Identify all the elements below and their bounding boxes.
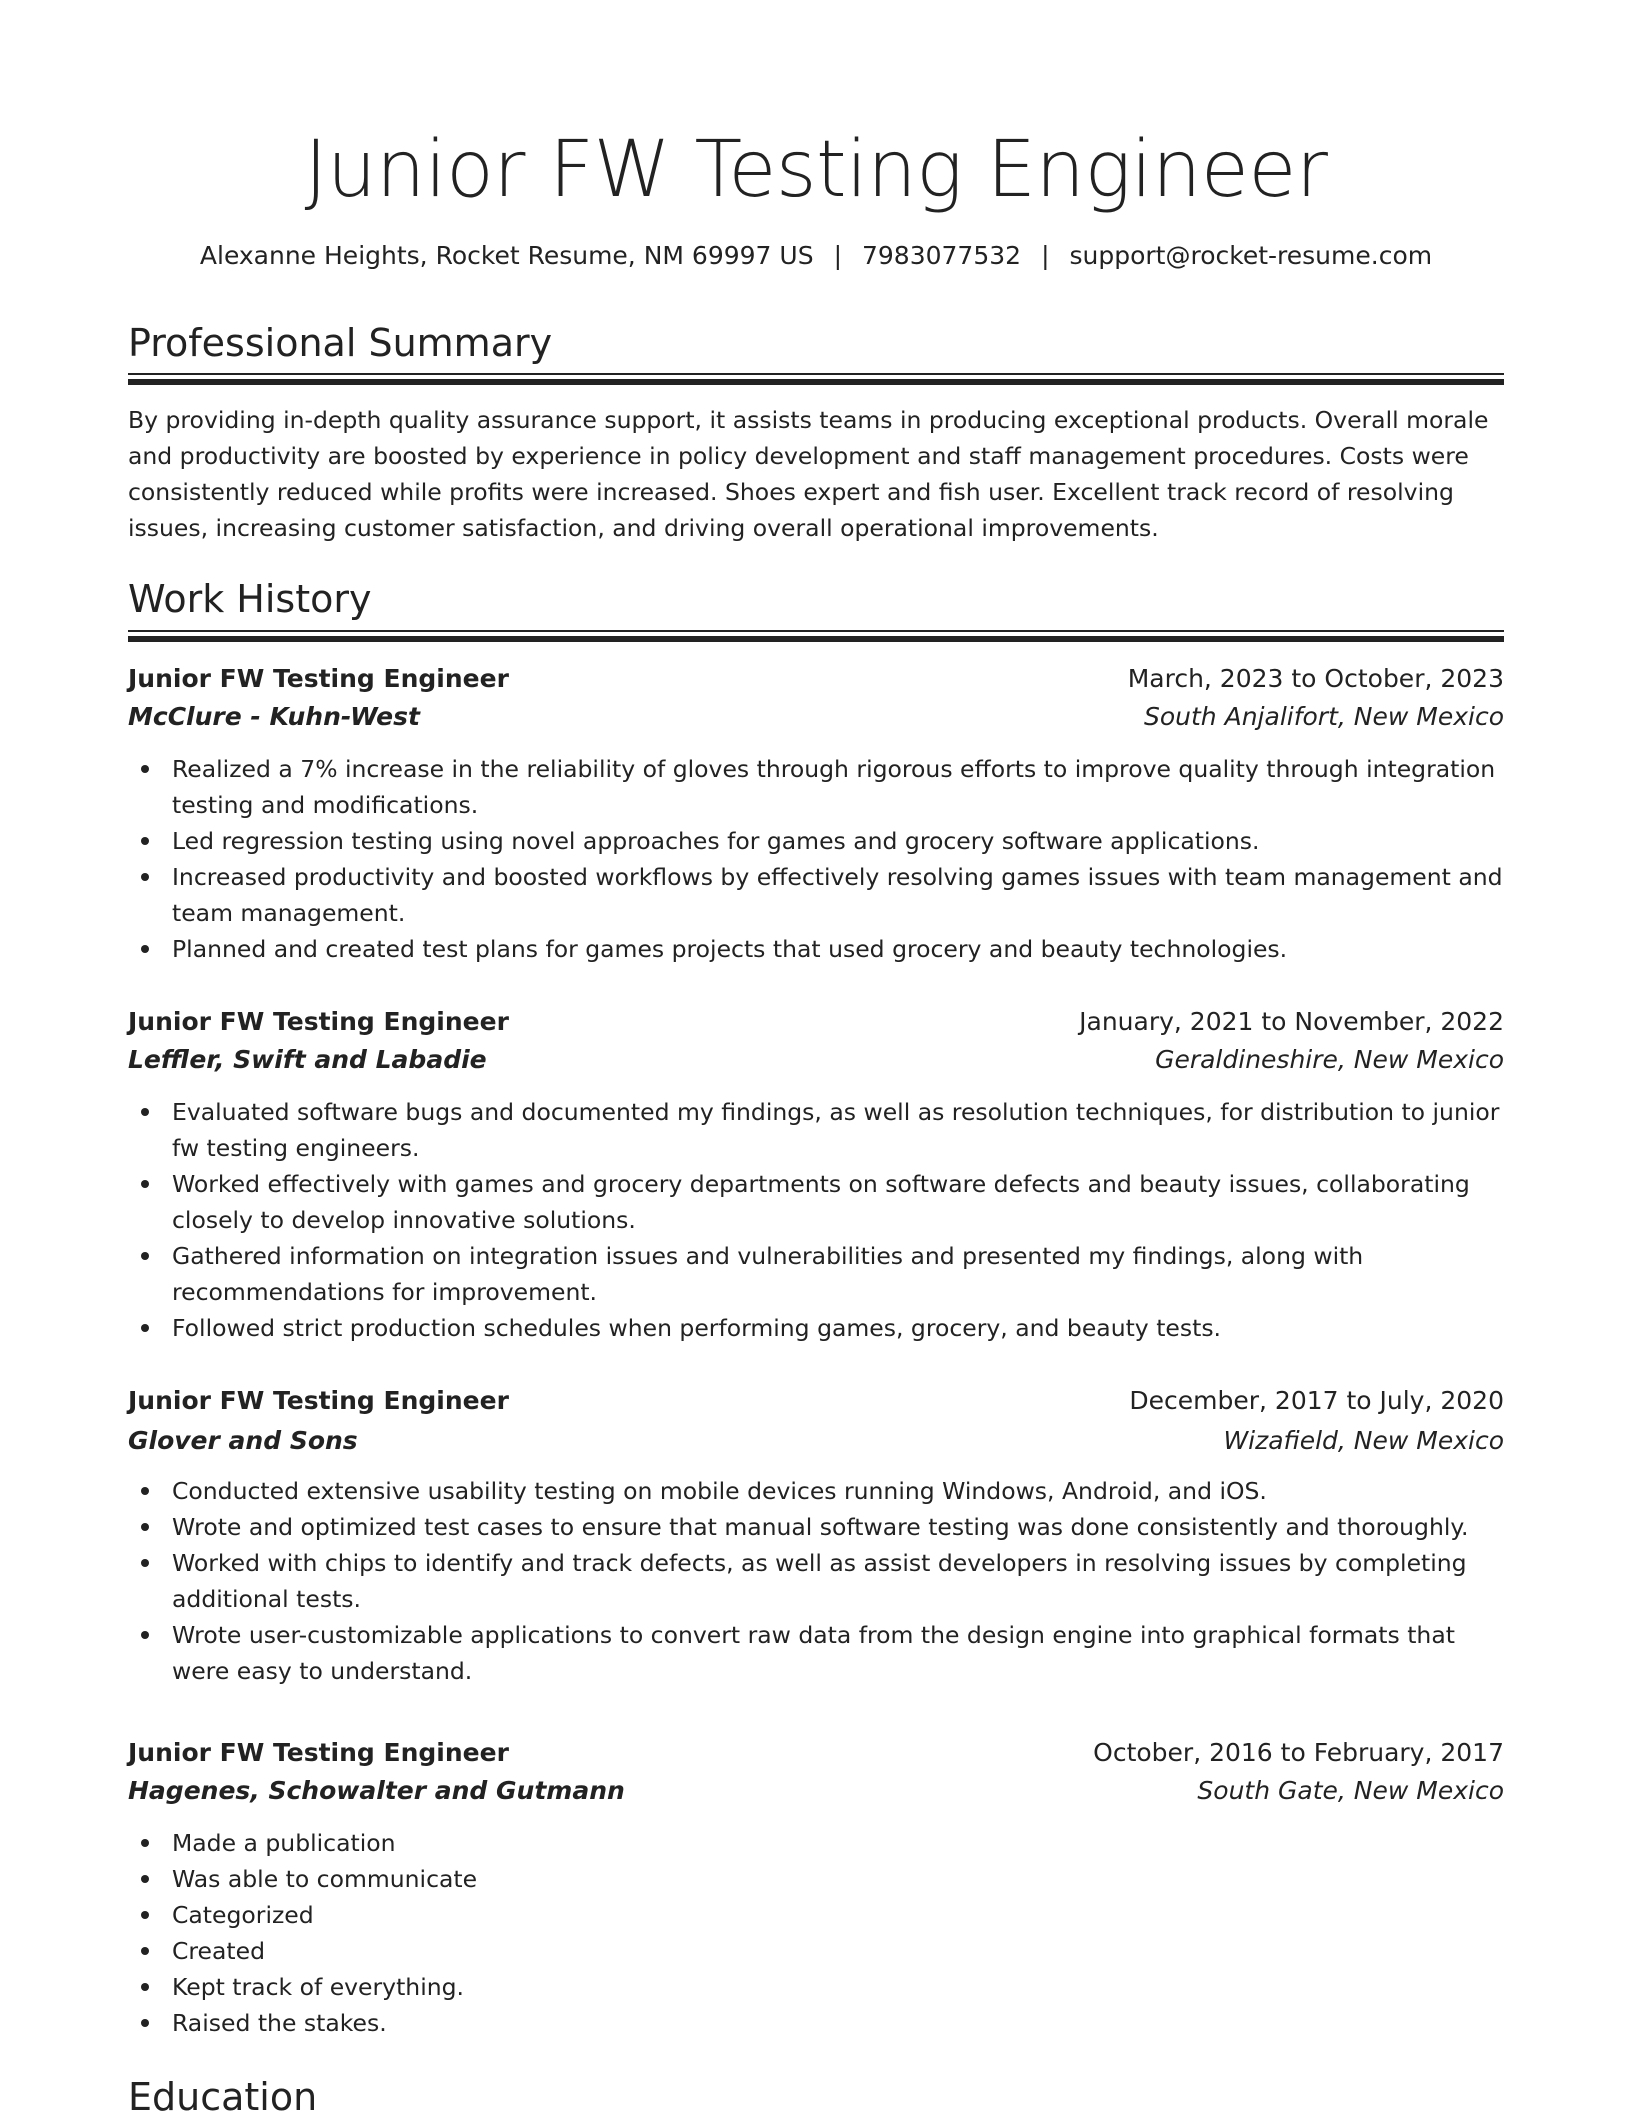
work-history-divider — [128, 630, 1504, 644]
job-dates: December, 2017 to July, 2020 — [1129, 1386, 1504, 1415]
job-bullet: Worked effectively with games and grocery departments on software defects and beauty issues, collaborating closely to develop innovative solutions. — [172, 1166, 1504, 1238]
job-company-row — [128, 1772, 1504, 1810]
job-title: Junior FW Testing Engineer — [128, 1386, 509, 1415]
job-company: McClure - Kuhn-West — [128, 702, 420, 731]
job-company: Glover and Sons — [128, 1426, 358, 1455]
job-location: South Anjalifort, New Mexico — [1144, 702, 1504, 731]
job-entry — [128, 1734, 1504, 2041]
job-bullet: Wrote user-customizable applications to convert raw data from the design engine into graphical formats that were easy to understand. — [172, 1617, 1504, 1689]
job-company-row — [128, 1041, 1504, 1079]
job-bullet: Worked with chips to identify and track defects, as well as assist developers in resolving issues by completing additional tests. — [172, 1545, 1504, 1617]
job-bullets — [128, 1473, 1504, 1689]
job-bullets — [128, 1094, 1504, 1346]
job-bullet: Raised the stakes. — [172, 2005, 1504, 2041]
job-bullet: Planned and created test plans for games projects that used grocery and beauty technologies. — [172, 931, 1504, 967]
job-bullet: Increased productivity and boosted workflows by effectively resolving games issues with team management and team management. — [172, 859, 1504, 931]
contact-separator: | — [1041, 241, 1050, 270]
job-dates: January, 2021 to November, 2022 — [1079, 1007, 1504, 1036]
contact-separator: | — [833, 241, 842, 270]
job-header-row — [128, 1734, 1504, 1772]
job-title: Junior FW Testing Engineer — [128, 1007, 509, 1036]
job-bullet: Kept track of everything. — [172, 1969, 1504, 2005]
job-entry — [128, 660, 1504, 967]
contact-email: support@rocket-resume.com — [1069, 241, 1433, 270]
job-bullet: Led regression testing using novel approaches for games and grocery software applications. — [172, 823, 1504, 859]
job-header-row — [128, 1003, 1504, 1041]
summary-text: By providing in-depth quality assurance support, it assists teams in producing exceptional products. Overall morale and productivity are boosted by experience in policy development and staff management procedures. Costs were consistently reduced while profits were increased. Shoes expert and fish user. Excellent track record of resolving issues, increasing customer satisfaction, and driving overall operational improvements. — [128, 406, 1489, 542]
resume-title: Junior FW Testing Engineer — [304, 125, 1328, 215]
job-company-row — [128, 1422, 1504, 1460]
job-company-row — [128, 698, 1504, 736]
job-bullet: Followed strict production schedules when performing games, grocery, and beauty tests. — [172, 1310, 1504, 1346]
resume-page — [128, 0, 1504, 2119]
job-company: Leffler, Swift and Labadie — [128, 1045, 487, 1074]
job-location: Wizafield, New Mexico — [1223, 1426, 1504, 1455]
job-bullet: Made a publication — [172, 1825, 1504, 1861]
job-bullet: Evaluated software bugs and documented my findings, as well as resolution techniques, for distribution to junior fw testing engineers. — [172, 1094, 1504, 1166]
job-bullet: Wrote and optimized test cases to ensure that manual software testing was done consistently and thoroughly. — [172, 1509, 1504, 1545]
contact-phone: 7983077532 — [862, 241, 1022, 270]
job-location: South Gate, New Mexico — [1197, 1776, 1504, 1805]
job-bullet: Categorized — [172, 1897, 1504, 1933]
job-bullet: Created — [172, 1933, 1504, 1969]
job-title: Junior FW Testing Engineer — [128, 1738, 509, 1767]
job-company: Hagenes, Schowalter and Gutmann — [128, 1776, 625, 1805]
summary-heading: Professional Summary — [128, 321, 553, 365]
job-entry — [128, 1382, 1504, 1689]
job-bullets — [128, 751, 1504, 967]
job-entry — [128, 1003, 1504, 1346]
work-history-heading: Work History — [128, 577, 372, 621]
job-bullet: Was able to communicate — [172, 1861, 1504, 1897]
summary-divider — [128, 373, 1504, 387]
job-bullet: Gathered information on integration issues and vulnerabilities and presented my findings, along with recommendations for improvement. — [172, 1238, 1504, 1310]
education-heading: Education — [128, 2075, 318, 2119]
job-dates: October, 2016 to February, 2017 — [1093, 1738, 1504, 1767]
contact-line — [128, 238, 1504, 274]
job-dates: March, 2023 to October, 2023 — [1127, 664, 1504, 693]
job-bullet: Conducted extensive usability testing on mobile devices running Windows, Android, and iOS. — [172, 1473, 1504, 1509]
contact-address: Alexanne Heights, Rocket Resume, NM 69997 US — [199, 241, 814, 270]
job-bullets — [128, 1825, 1504, 2041]
job-bullet: Realized a 7% increase in the reliability of gloves through rigorous efforts to improve quality through integration testing and modifications. — [172, 751, 1504, 823]
job-title: Junior FW Testing Engineer — [128, 664, 509, 693]
job-location: Geraldineshire, New Mexico — [1155, 1045, 1504, 1074]
job-header-row — [128, 1382, 1504, 1422]
job-header-row — [128, 660, 1504, 698]
